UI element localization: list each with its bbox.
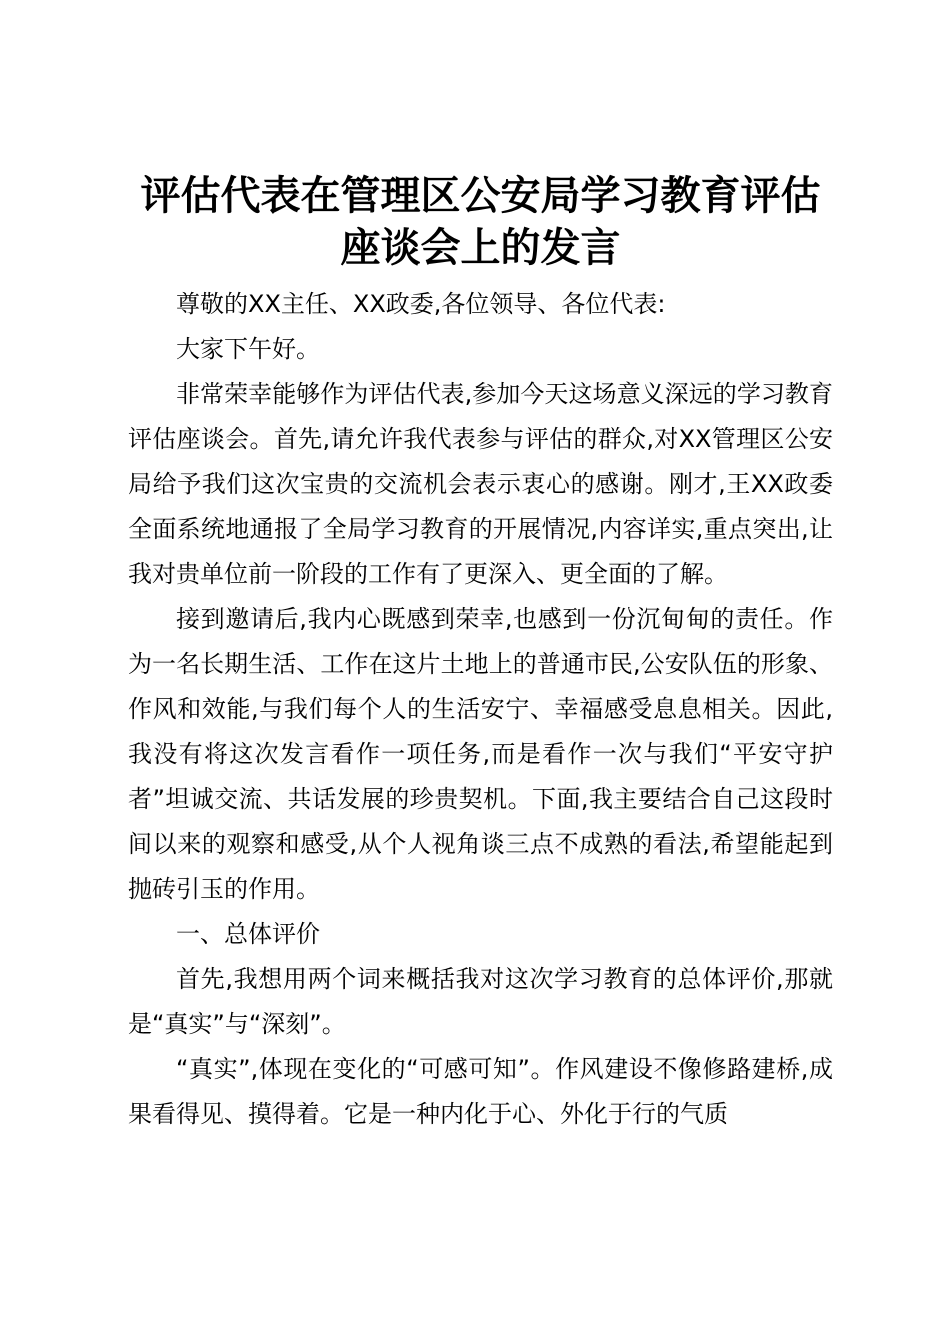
title-line-2: 座谈会上的发言 <box>340 224 621 271</box>
document-text <box>128 282 833 1137</box>
salutation: 尊敬的XX主任、XX政委,各位领导、各位代表: <box>176 290 666 318</box>
paragraph-responsibility: 接到邀请后,我内心既感到荣幸,也感到一份沉甸甸的责任。作为一名长期生活、工作在这片土地上的普通市民,公安队伍的形象、作风和效能,与我们每个人的生活安宁、幸福感受息息相关。因此,我没有将这次发言看作一项任务,而是看作一次与我们“平安守护者”坦诚交流、共话发展的珍贵契机。下面,我主要结合自己这段时间以来的观察和感受,从个人视角谈三点不成熟的看法,希望能起到抛砖引玉的作用。 <box>128 605 833 903</box>
document-body <box>128 170 833 1137</box>
paragraph-overall-evaluation: 首先,我想用两个词来概括我对这次学习教育的总体评价,那就是“真实”与“深刻”。 <box>128 965 833 1038</box>
greeting: 大家下午好。 <box>176 335 320 363</box>
paragraph-authenticity: “真实”,体现在变化的“可感可知”。作风建设不像修路建桥,成果看得见、摸得着。它是一种内化于心、外化于行的气质 <box>128 1055 833 1128</box>
paragraph-intro: 非常荣幸能够作为评估代表,参加今天这场意义深远的学习教育评估座谈会。首先,请允许我代表参与评估的群众,对XX管理区公安局给予我们这次宝贵的交流机会表示衷心的感谢。刚才,王XX政委全面系统地通报了全局学习教育的开展情况,内容详实,重点突出,让我对贵单位前一阶段的工作有了更深入、更全面的了解。 <box>128 380 833 588</box>
section-heading-overall-evaluation: 一、总体评价 <box>176 920 320 948</box>
document-title <box>128 170 833 274</box>
title-line-1: 评估代表在管理区公安局学习教育评估 <box>140 172 821 219</box>
